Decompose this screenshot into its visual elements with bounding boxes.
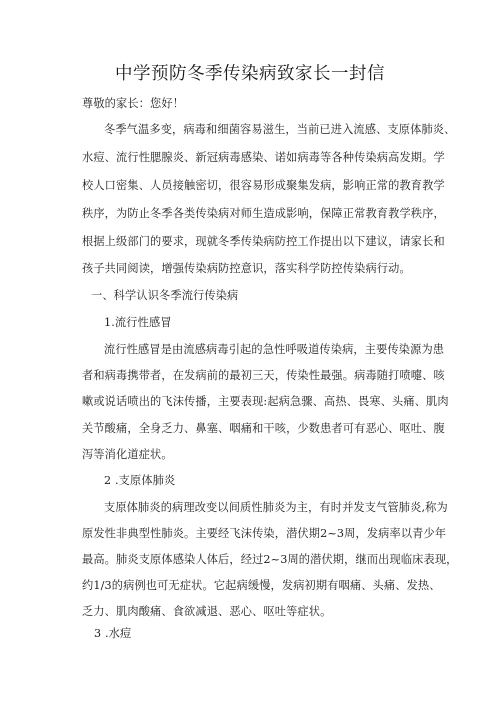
intro-line: 校人口密集、人员接触密切，很容易形成聚集发病，影响正常的教育教学: [82, 179, 445, 192]
section-heading: 一、科学认识冬季流行传染病: [91, 289, 239, 302]
flu-line: 者和病毒携带者，在发病前的最初三天，传染性最强。病毒随打喷嚏、咳: [82, 369, 445, 382]
subsection-heading-flu: 1.流行性感冒: [104, 316, 172, 329]
flu-line: 流行性感冒是由流感病毒引起的急性呼吸道传染病，主要传染源为患: [104, 343, 445, 356]
intro-line: 根据上级部门的要求，现就冬季传染病防控工作提出以下建议，请家长和: [82, 235, 445, 248]
document-title: 中学预防冬季传染病致家长一封信: [115, 64, 385, 84]
flu-line: 嗽或说话喷出的飞沫传播，主要表现:起病急骤、高热、畏寒、头痛、肌肉: [82, 395, 449, 408]
flu-line: 关节酸痛，全身乏力、鼻塞、咽痛和干咳，少数患者可有恶心、呕吐、腹: [82, 422, 445, 435]
mycoplasma-line: 最高。肺炎支原体感染人体后，经过2~3周的潜伏期，继而出现临床表现，: [82, 553, 458, 566]
mycoplasma-line: 乏力、肌肉酸痛、食欲减退、恶心、呕吐等症状。: [82, 605, 332, 618]
subsection-heading-chickenpox: 3 .水痘: [94, 627, 132, 640]
subsection-heading-mycoplasma: 2 .支原体肺炎: [104, 474, 176, 487]
mycoplasma-line: 原发性非典型性肺炎。主要经飞沫传染，潜伏期2~3周，发病率以青少年: [82, 527, 447, 540]
intro-line: 孩子共同阅读，增强传染病防控意识，落实科学防控传染病行动。: [82, 262, 411, 275]
mycoplasma-line: 支原体肺炎的病理改变以间质性肺炎为主，有时并发支气管肺炎,称为: [104, 501, 448, 514]
mycoplasma-line: 约1/3的病例也可无症状。它起病缓慢，发病初期有咽痛、头痛、发热、: [82, 579, 441, 592]
flu-line: 泻等消化道症状。: [82, 448, 173, 461]
intro-line: 冬季气温多变，病毒和细菌容易滋生，当前已进入流感、支原体肺炎、: [104, 123, 456, 136]
intro-line: 秩序，为防止冬季各类传染病对师生造成影响，保障正常教育教学秩序，: [82, 207, 445, 220]
greeting: 尊敬的家长：您好！: [82, 97, 185, 110]
intro-line: 水痘、流行性腮腺炎、新冠病毒感染、诺如病毒等各种传染病高发期。学: [82, 151, 445, 164]
